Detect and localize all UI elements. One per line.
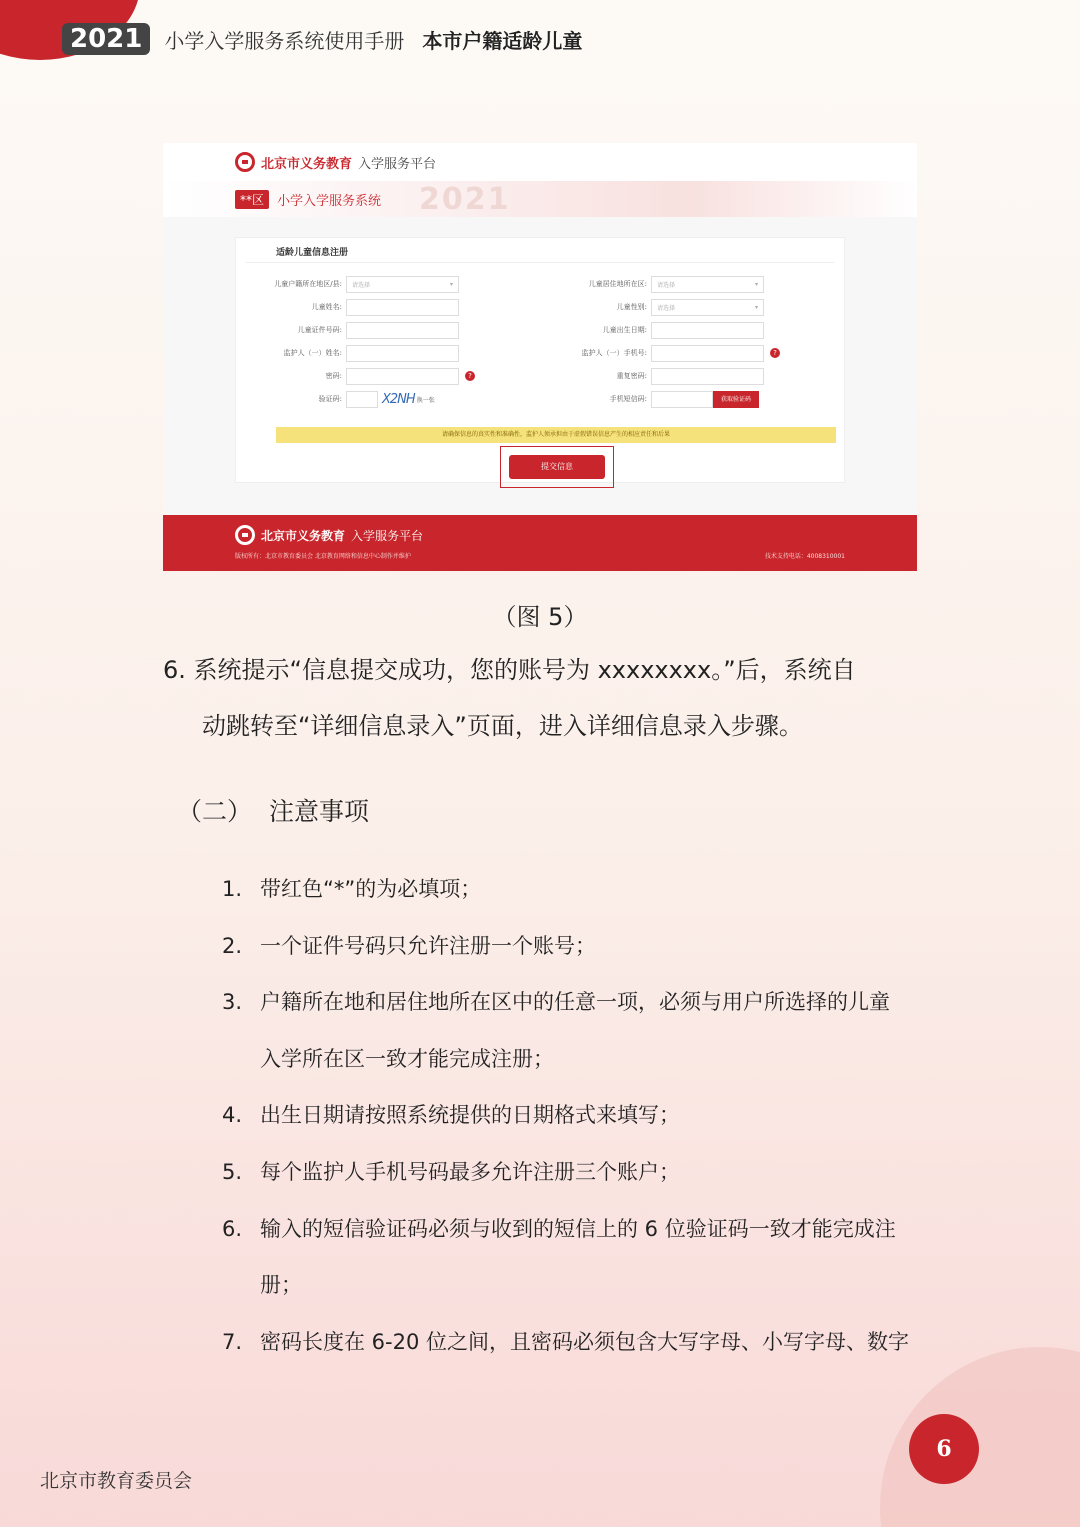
footer-copyright: 版权所有：北京市教育委员会 北京教育网络和信息中心制作并维护 [235,553,411,560]
form-row [561,367,764,385]
form-divider [246,262,834,263]
form-row [561,321,764,339]
form-row [256,321,459,339]
list-item-continuation: 册； [260,1273,302,1297]
step6-line1: 6. 系统提示“信息提交成功，您的账号为 xxxxxxxx。”后，系统自 [163,656,856,684]
form-title: 适龄儿童信息注册 [276,248,349,258]
get-sms-code-button[interactable]: 获取验证码 [713,391,759,408]
section-title: 注意事项 [268,797,369,826]
system-name: 小学入学服务系统 [277,193,382,209]
list-item: 3. 户籍所在地和居住地所在区中的任意一项，必须与用户所选择的儿童 [222,990,890,1014]
list-item: 2. 一个证件号码只允许注册一个账号； [222,934,596,958]
captcha-refresh-link[interactable]: 换一张 [416,396,435,404]
chevron-down-icon: ▾ [754,280,758,288]
list-item: 6. 输入的短信验证码必须与收到的短信上的 6 位验证码一致才能完成注 [222,1217,896,1241]
chevron-down-icon: ▾ [754,303,758,311]
figure-caption: （图 5） [492,603,588,631]
footer-brand [235,525,423,545]
password-input[interactable] [346,368,459,385]
form-row [256,298,459,316]
form-row [256,390,435,408]
page-number: 6 [909,1414,979,1484]
banner-decoration: 2021 [419,181,511,217]
footer-organization: 北京市教育委员会 [40,1470,193,1492]
header-title: 小学入学服务系统使用手册 [164,28,405,53]
registration-screenshot [163,143,917,571]
footer-phone: 技术支持电话：4008310001 [764,553,845,560]
list-item: 7. 密码长度在 6-20 位之间，且密码必须包含大写字母、小写字母、数字 [222,1330,910,1354]
captcha-image[interactable]: X2NH [382,391,415,407]
figure-banner [163,181,917,217]
platform-brand: 北京市义务教育 [261,156,353,172]
field-label: 密码: [325,372,342,380]
form-row [256,275,459,293]
notice-bar: 请确保信息的真实性和准确性，监护人须承担由于虚假错误信息产生的相应责任和后果 [276,427,836,443]
field-label: 监护人（一）姓名: [283,349,342,357]
district-tag: **区 [235,190,269,209]
field-label: 儿童姓名: [311,303,342,311]
list-item: 4. 出生日期请按照系统提供的日期格式来填写； [222,1103,680,1127]
form-row [561,344,780,362]
repeat-password-input[interactable] [651,368,764,385]
submit-button[interactable]: 提交信息 [509,455,605,479]
help-icon[interactable]: ? [770,348,780,358]
platform-logo-icon [235,525,255,545]
child-name-input[interactable] [346,299,459,316]
captcha-input[interactable] [346,391,378,408]
form-row [561,390,759,408]
sms-code-input[interactable] [651,391,713,408]
birthdate-input[interactable] [651,322,764,339]
field-label: 验证码: [318,395,342,403]
hukou-district-select[interactable]: 请选择 ▾ [346,276,459,293]
year-badge: 2021 [62,23,150,55]
form-row [256,344,459,362]
field-label: 手机短信码: [609,395,647,403]
submit-highlight-frame [500,446,614,488]
field-label: 儿童证件号码: [297,326,342,334]
help-icon[interactable]: ? [465,371,475,381]
guardian-name-input[interactable] [346,345,459,362]
field-label: 儿童出生日期: [602,326,647,334]
form-row [256,367,475,385]
gender-select[interactable]: 请选择 ▾ [651,299,764,316]
footer-brand-sub: 入学服务平台 [351,528,424,543]
form-row [561,298,764,316]
field-label: 儿童居住地所在区: [588,280,647,288]
header-subtitle: 本市户籍适龄儿童 [422,28,583,53]
chevron-down-icon: ▾ [449,280,453,288]
child-id-input[interactable] [346,322,459,339]
list-item-continuation: 入学所在区一致才能完成注册； [260,1047,554,1071]
step6-line2: 动跳转至“详细信息录入”页面，进入详细信息录入步骤。 [202,712,803,740]
guardian-phone-input[interactable] [651,345,764,362]
field-label: 儿童性别: [616,303,647,311]
footer-brand-name: 北京市义务教育 [261,528,346,543]
form-row [561,275,764,293]
section-heading [177,792,369,828]
field-label: 儿童户籍所在地区/县: [274,280,342,288]
platform-logo-icon [235,152,255,172]
figure-footer [163,515,917,571]
registration-form-card [235,237,845,483]
field-label: 监护人（一）手机号: [581,349,647,357]
section-number: （二） [177,797,253,826]
list-item: 1. 带红色“*”的为必填项； [222,877,482,901]
page-header [62,22,582,56]
figure-topbar [163,143,917,181]
field-label: 重复密码: [616,372,647,380]
list-item: 5. 每个监护人手机号码最多允许注册三个账户； [222,1160,680,1184]
residence-district-select[interactable]: 请选择 ▾ [651,276,764,293]
platform-brand-sub: 入学服务平台 [358,156,437,172]
